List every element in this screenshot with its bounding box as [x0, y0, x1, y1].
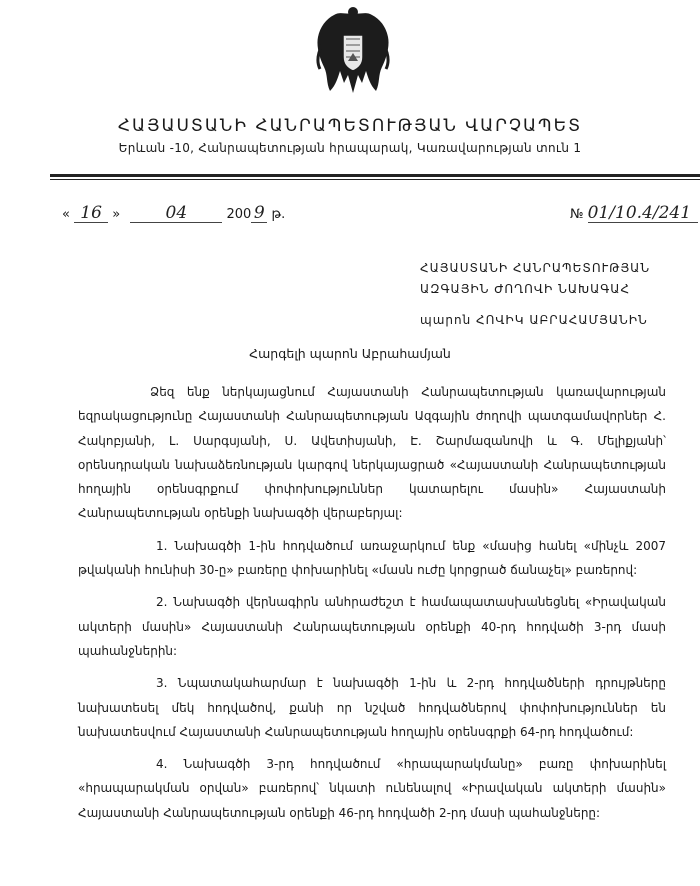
date-open-quote: « [62, 207, 70, 222]
date-year-digit: 9 [251, 204, 267, 223]
organization-title: ՀԱՅԱՍՏԱՆԻ ՀԱՆՐԱՊԵՏՈՒԹՅԱՆ ՎԱՐՉԱՊԵՏ [117, 116, 583, 136]
date-day: 16 [74, 204, 108, 223]
reference-value: 01/10.4/241 [588, 204, 698, 223]
body-paragraph-intro: Ձեզ ենք ներկայացնում Հայաստանի Հանրապետության կառավարության եզրակացությունը Հայաստանի Հանրապետության Ազգային ժողովի պատգամավորներ Հ. Հակոբյանի, Լ. Սարգսյանի, Ս. Ավետիսյանի, Է. Շարմազանովի և Գ. Մելիքյանի՝ օրենսդրական նախաձեռնության կարգով ներկայացրած «Հայաստանի Հանրապետության հողային օրենսգրքում փոփոխություններ կատարելու մասին» Հայաստանի Հանրապետության օրենքի նախագծի վերաբերյալ: [78, 385, 666, 521]
body-paragraph-item-1: 1. Նախագծի 1-ին հոդվածում առաջարկում ենք «մասից հանել «մինչև 2007 թվականի հունիսի 30-ը» բառերը փոխարինել «մասն ուժը կորցրած ճանաչել» բառերով: [78, 538, 666, 578]
date-month: 04 [130, 204, 222, 223]
header-divider-thin [50, 179, 700, 180]
date-year-prefix: 200 [226, 207, 252, 222]
salutation: Հարգելի պարոն Աբրահամյան [249, 346, 451, 361]
addressee-line-1: ՀԱՅԱՍՏԱՆԻ ՀԱՆՐԱՊԵՏՈՒԹՅԱՆ [420, 261, 651, 275]
addressee-line-2: ԱԶԳԱՅԻՆ ԺՈՂՈՎԻ ՆԱԽԱԳԱՀ [420, 282, 631, 296]
body-paragraph-item-2: 2. Նախագծի վերնագիրն անհրաժեշտ է համապատասխանեցնել «Իրավական ակտերի մասին» Հայաստանի Հանրապետության օրենքի 40-րդ հոդվածի 3-րդ մասի պահանջներին: [78, 595, 666, 658]
header-divider-thick [50, 174, 700, 177]
letter-body [78, 380, 666, 833]
body-paragraph-item-4: 4. Նախագծի 3-րդ հոդվածում «հրապարակմանը» բառը փոխարինել «հրապարակման օրվան» բառերով՝ նկատի ունենալով «Իրավական ակտերի մասին» Հայաստանի Հանրապետության օրենքի 46-րդ հոդվածի 2-րդ մասի պահանջները: [78, 757, 666, 820]
reference-label: № [570, 207, 584, 222]
body-paragraph-item-3: 3. Նպատակահարմար է նախագծի 1-ին և 2-րդ հոդվածների դրույթները նախատեսել մեկ հոդվածով, քանի որ նշված հոդվածներով փոփոխություններ են նախատեսվում Հայաստանի Հանրապետության հողային օրենսգրքի 64-րդ հոդվածում: [78, 676, 666, 739]
coat-of-arms-emblem [310, 5, 396, 105]
addressee-block [420, 258, 680, 331]
date-year-suffix: թ. [271, 207, 286, 222]
reference-number [570, 204, 698, 223]
date-close-quote: » [112, 207, 121, 222]
organization-address: Երևան -10, Հանրապետության հրապարակ, Կառավարության տուն 1 [118, 141, 582, 155]
addressee-line-3: պարոն ՀՈՎԻԿ ԱԲՐԱՀԱՄՅԱՆԻՆ [420, 313, 648, 327]
letter-date [62, 204, 285, 223]
